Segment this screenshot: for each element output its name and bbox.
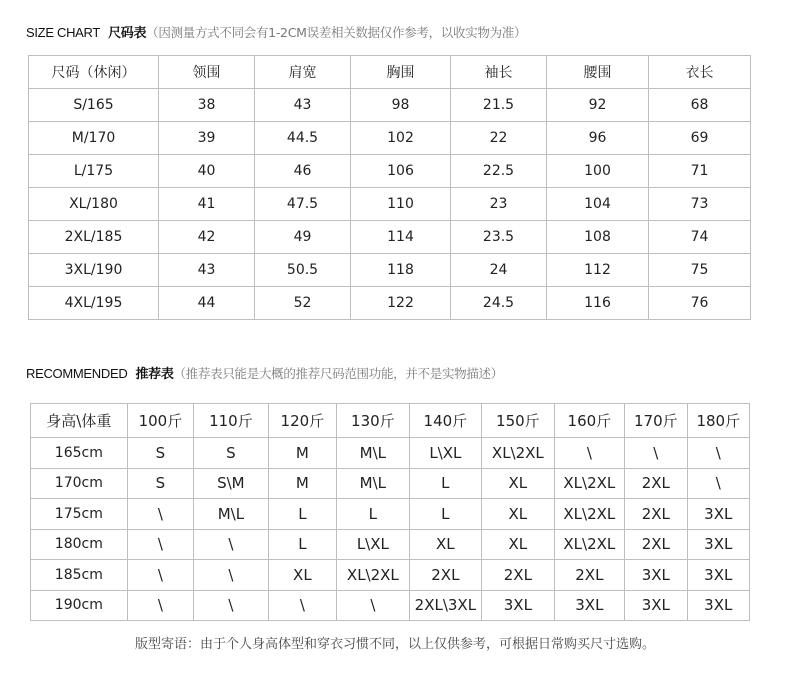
table-row [29,188,751,221]
recommended-cell: 2XL [625,468,687,499]
recommended-row-label: 165cm [31,438,128,469]
size-chart-header-cell: 尺码（休闲） [29,56,159,89]
size-chart-cell: 50.5 [255,254,351,287]
recommended-row-label: 170cm [31,468,128,499]
size-chart-cell: 24.5 [451,287,547,320]
recommended-row-label: 185cm [31,560,128,591]
recommended-header-cell: 180斤 [687,404,749,438]
recommended-cell: 3XL [554,590,624,621]
size-chart-cell: 114 [351,221,451,254]
recommended-cell: \ [687,468,749,499]
recommended-header-cell: 170斤 [625,404,687,438]
recommended-title-en: RECOMMENDED [26,366,128,381]
table-row [29,155,751,188]
recommended-cell: L [409,468,482,499]
recommended-cell: 3XL [482,590,555,621]
size-chart-cell: 108 [547,221,649,254]
recommended-cell: S [194,438,269,469]
table-row [31,560,750,591]
table-row [29,221,751,254]
recommended-cell: L\XL [337,529,410,560]
size-chart-title-en: SIZE CHART [26,25,101,40]
recommended-cell: 2XL [482,560,555,591]
recommended-cell: \ [625,438,687,469]
recommended-cell: \ [127,529,193,560]
size-chart-cell: 100 [547,155,649,188]
size-chart-cell: 41 [159,188,255,221]
size-chart-header-cell: 领围 [159,56,255,89]
recommended-header-cell: 130斤 [337,404,410,438]
recommended-row-label: 175cm [31,499,128,530]
size-chart-cell: 96 [547,122,649,155]
size-chart-cell: 75 [649,254,751,287]
recommended-header-cell: 150斤 [482,404,555,438]
size-chart-cell: 43 [159,254,255,287]
recommended-cell: \ [127,499,193,530]
size-chart-cell: 116 [547,287,649,320]
recommended-cell: XL [482,529,555,560]
recommended-cell: XL\2XL [554,499,624,530]
table-row [29,254,751,287]
size-chart-cell: 122 [351,287,451,320]
recommended-cell: M [268,468,336,499]
recommended-cell: XL\2XL [337,560,410,591]
recommended-cell: 2XL\3XL [409,590,482,621]
recommended-cell: 3XL [687,590,749,621]
table-row [31,529,750,560]
recommended-cell: 2XL [625,499,687,530]
recommended-cell: XL [268,560,336,591]
size-chart-header-row [29,56,751,89]
size-chart-cell: 24 [451,254,547,287]
recommended-cell: XL [482,468,555,499]
recommended-header-cell: 110斤 [194,404,269,438]
size-chart-note: （因测量方式不同会有1-2CM误差相关数据仅作参考，以收实物为准） [146,25,527,40]
recommended-row-label: 190cm [31,590,128,621]
size-chart-cell: 69 [649,122,751,155]
footer-note: 版型寄语：由于个人身高体型和穿衣习惯不同，以上仅供参考，可根据日常购买尺寸选购。 [134,637,655,652]
size-chart-cell: 118 [351,254,451,287]
recommended-cell: S [127,468,193,499]
recommended-cell: XL\2XL [554,529,624,560]
recommended-cell: \ [194,590,269,621]
table-row [31,438,750,469]
table-row [31,590,750,621]
size-chart-cell: 76 [649,287,751,320]
size-chart-cell: 102 [351,122,451,155]
recommended-heading [26,363,503,382]
recommended-cell: M\L [337,438,410,469]
recommended-cell: XL\2XL [554,468,624,499]
recommended-cell: \ [194,560,269,591]
size-chart-row-label: L/175 [29,155,159,188]
size-chart-row-label: 3XL/190 [29,254,159,287]
recommended-title-zh: 推荐表 [135,367,174,382]
size-chart-cell: 46 [255,155,351,188]
recommended-cell: S [127,438,193,469]
size-chart-cell: 22 [451,122,547,155]
recommended-cell: M [268,438,336,469]
recommended-cell: S\M [194,468,269,499]
size-chart-header-cell: 衣长 [649,56,751,89]
size-chart-cell: 42 [159,221,255,254]
size-chart-cell: 23 [451,188,547,221]
size-chart-row-label: XL/180 [29,188,159,221]
size-chart-cell: 73 [649,188,751,221]
table-row [31,499,750,530]
size-chart-cell: 112 [547,254,649,287]
table-row [29,287,751,320]
recommended-cell: 2XL [409,560,482,591]
recommended-cell: L\XL [409,438,482,469]
size-chart-row-label: 4XL/195 [29,287,159,320]
recommended-header-cell: 身高\体重 [31,404,128,438]
recommended-header-cell: 100斤 [127,404,193,438]
size-chart-cell: 44 [159,287,255,320]
recommended-cell: \ [337,590,410,621]
recommended-cell: \ [127,590,193,621]
recommended-cell: L [268,499,336,530]
recommended-cell: \ [687,438,749,469]
size-chart-cell: 110 [351,188,451,221]
recommended-cell: XL [409,529,482,560]
table-row [31,468,750,499]
size-chart-row-label: M/170 [29,122,159,155]
recommended-cell: \ [194,529,269,560]
size-chart-cell: 39 [159,122,255,155]
size-chart-cell: 40 [159,155,255,188]
recommended-row-label: 180cm [31,529,128,560]
size-chart-cell: 74 [649,221,751,254]
recommended-cell: XL\2XL [482,438,555,469]
recommended-note: （推荐表只能是大概的推荐尺码范围功能，并不是实物描述） [173,366,503,381]
size-chart-title-zh: 尺码表 [108,26,147,41]
size-chart-cell: 44.5 [255,122,351,155]
size-chart-cell: 98 [351,89,451,122]
size-chart-cell: 43 [255,89,351,122]
recommended-cell: 3XL [687,529,749,560]
recommended-cell: 3XL [687,499,749,530]
size-chart-cell: 104 [547,188,649,221]
recommended-cell: XL [482,499,555,530]
recommended-header-cell: 140斤 [409,404,482,438]
size-chart-header-cell: 胸围 [351,56,451,89]
size-chart-cell: 52 [255,287,351,320]
size-chart-table [28,55,751,320]
size-chart-cell: 47.5 [255,188,351,221]
recommended-header-cell: 120斤 [268,404,336,438]
table-row [29,89,751,122]
size-chart-header-cell: 肩宽 [255,56,351,89]
recommended-cell: 3XL [625,590,687,621]
recommended-cell: \ [554,438,624,469]
recommended-table [30,403,750,621]
size-chart-cell: 92 [547,89,649,122]
size-chart-header-cell: 袖长 [451,56,547,89]
size-chart-cell: 22.5 [451,155,547,188]
recommended-cell: 3XL [687,560,749,591]
size-chart-row-label: 2XL/185 [29,221,159,254]
recommended-cell: \ [268,590,336,621]
recommended-cell: L [268,529,336,560]
recommended-header-cell: 160斤 [554,404,624,438]
size-chart-cell: 23.5 [451,221,547,254]
size-chart-cell: 68 [649,89,751,122]
size-chart-cell: 49 [255,221,351,254]
table-row [29,122,751,155]
recommended-cell: L [409,499,482,530]
recommended-cell: 2XL [554,560,624,591]
size-chart-cell: 21.5 [451,89,547,122]
size-chart-cell: 71 [649,155,751,188]
recommended-cell: \ [127,560,193,591]
recommended-cell: 3XL [625,560,687,591]
recommended-header-row [31,404,750,438]
recommended-cell: M\L [337,468,410,499]
size-chart-cell: 106 [351,155,451,188]
size-chart-row-label: S/165 [29,89,159,122]
size-chart-header-cell: 腰围 [547,56,649,89]
recommended-cell: M\L [194,499,269,530]
recommended-cell: 2XL [625,529,687,560]
size-chart-cell: 38 [159,89,255,122]
recommended-cell: L [337,499,410,530]
size-chart-heading [26,22,526,41]
